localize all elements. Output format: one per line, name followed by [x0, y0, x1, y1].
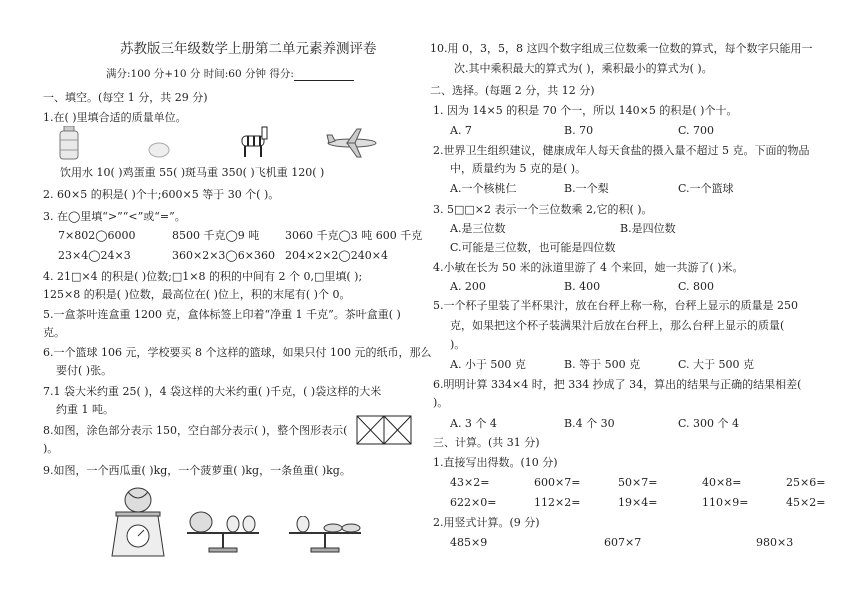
calc-item: 43×2= [450, 476, 490, 489]
calc-item: 19×4= [618, 496, 658, 509]
shaded-rectangle-figure [356, 415, 412, 445]
q7-text-b: 约重 1 吨。 [56, 403, 114, 416]
calc-item: 110×9= [702, 496, 749, 509]
q1-text: 1.在( )里填合适的质量单位。 [43, 111, 187, 124]
option-a[interactable]: A.一个核桃仁 [450, 182, 517, 195]
choice-4-options [450, 280, 714, 294]
q10-text-a: 10.用 0，3，5，8 这四个数字组成三位数乘一位数的算式，每个数字只能用一 [430, 42, 813, 55]
q8-text-a: 8.如图，涂色部分表示 150，空白部分表示( )，整个图形表示( [43, 424, 348, 437]
choice-5-text-b: 克，如果把这个杯子装满果汁后放在台秤上，那么台秤上显示的质量( [450, 319, 785, 332]
page-title: 苏教版三年级数学上册第二单元素养测评卷 [120, 41, 377, 57]
q3-cell: 7×802◯6000 [58, 229, 136, 242]
q9-text: 9.如图，一个西瓜重( )kg，一个菠萝重( )kg，一条鱼重( )kg。 [43, 464, 351, 477]
q10-text-b: 次.其中乘积最大的算式为( )，乘积最小的算式为( )。 [454, 62, 713, 75]
calc-item: 600×7= [534, 476, 581, 489]
scale-icon [108, 486, 168, 558]
vertical-calc-item: 980×3 [756, 536, 794, 549]
calc-item: 25×6= [786, 476, 826, 489]
option-a[interactable]: A. 小于 500 克 [450, 358, 526, 371]
calc-item: 112×2= [534, 496, 581, 509]
vertical-calc-item: 485×9 [450, 536, 488, 549]
score-meta-text: 满分:100 分+10 分 时间:60 分钟 得分: [106, 68, 294, 80]
option-a[interactable]: A.是三位数 [450, 222, 506, 235]
q3-row-2 [58, 249, 388, 263]
pineapple-icon [297, 516, 309, 532]
calc-row-2 [450, 496, 825, 510]
q3-cell: 8500 千克◯9 吨 [172, 229, 260, 242]
balance-icon [183, 508, 263, 554]
option-b[interactable]: B. 400 [564, 280, 601, 293]
option-c[interactable]: C. 大于 500 克 [678, 358, 755, 371]
vertical-calc-item: 607×7 [604, 536, 642, 549]
option-c[interactable]: C.一个篮球 [678, 182, 734, 195]
q3-cell: 360×2×3◯6×360 [172, 249, 275, 262]
choice-2-text-b: 中，质量约为 5 克的是( )。 [450, 162, 587, 175]
calc-item: 50×7= [618, 476, 658, 489]
option-a[interactable]: A. 200 [450, 280, 486, 293]
calc-item: 45×2= [786, 496, 826, 509]
pineapple-icon [227, 516, 239, 532]
choice-1-options [450, 124, 714, 138]
option-c[interactable]: C. 800 [678, 280, 715, 293]
calc-2-text: 2.用竖式计算。(9 分) [433, 516, 540, 529]
q3-text: 3. 在◯里填“>”“<”或“=”。 [43, 210, 186, 223]
watermelon-icon [125, 488, 151, 512]
q7-text-a: 7.1 袋大米约重 25( )，4 袋这样的大米约重( )千克，( )袋这样的大米 [43, 385, 382, 398]
q4-text-b: 125×8 的积是( )位数，最高位在( )位上，积的末尾有( )个 0。 [43, 288, 351, 301]
choice-5-text-a: 5.一个杯子里装了半杯果汁，放在台秤上称一称，台秤上显示的质量是 250 [433, 299, 798, 312]
fish-icon [324, 524, 342, 532]
option-a[interactable]: A. 7 [450, 124, 472, 137]
calc-item: 40×8= [702, 476, 742, 489]
q8-text-b: )。 [43, 442, 59, 455]
option-c[interactable]: C. 300 个 4 [678, 417, 740, 430]
q2-text: 2. 60×5 的积是( )个十;600×5 等于 30 个( )。 [43, 188, 280, 201]
section-2-heading: 二、选择。(每题 2 分，共 12 分) [430, 84, 595, 97]
q3-cell: 23×4◯24×3 [58, 249, 131, 262]
section-1-heading: 一、填空。(每空 1 分，共 29 分) [43, 91, 208, 104]
choice-2-options [450, 182, 734, 196]
option-b[interactable]: B.是四位数 [620, 222, 676, 235]
choice-5-text-c: )。 [450, 338, 466, 351]
choice-6-text-b: )。 [433, 396, 449, 409]
q5-text-a: 5.一盒茶叶连盒重 1200 克，盒体标签上印着“净重 1 千克”。茶叶盒重( ) [43, 308, 401, 321]
airplane-icon [325, 127, 379, 159]
q3-cell: 204×2×2◯240×4 [285, 249, 388, 262]
q3-cell: 3060 千克◯3 吨 600 千克 [285, 229, 423, 242]
zebra-icon [236, 124, 272, 160]
q3-row-1 [58, 229, 422, 243]
option-b[interactable]: B. 等于 500 克 [564, 358, 641, 371]
choice-3-text: 3. 5□□×2 表示一个三位数乘 2,它的积( )。 [433, 203, 653, 216]
q5-text-b: 克。 [43, 326, 65, 339]
option-c[interactable]: C.可能是三位数，也可能是四位数 [450, 241, 616, 254]
fish-icon [342, 524, 360, 532]
option-b[interactable]: B. 70 [564, 124, 594, 137]
pineapple-icon [243, 516, 255, 532]
q4-text-a: 4. 21□×4 的积是( )位数;□1×8 的积的中间有 2 个 0,□里填( ); [43, 270, 363, 283]
choice-3-options [450, 222, 676, 236]
vertical-calc-row [450, 536, 793, 550]
calc-1-text: 1.直接写出得数。(10 分) [433, 456, 558, 469]
score-meta [106, 67, 354, 81]
section-3-heading: 三、计算。(共 31 分) [433, 436, 540, 449]
watermelon-icon [190, 512, 212, 532]
choice-1-text: 1. 因为 14×5 的积是 70 个一，所以 140×5 的积是( )个十。 [433, 104, 738, 117]
option-c[interactable]: C. 700 [678, 124, 715, 137]
choice-5-options [450, 358, 754, 372]
option-b[interactable]: B.4 个 30 [564, 417, 615, 430]
q6-text-a: 6.一个篮球 106 元，学校要买 8 个这样的篮球，如果只付 100 元的纸币，那么 [43, 346, 432, 359]
calc-item: 622×0= [450, 496, 497, 509]
water-bottle-icon [58, 126, 80, 160]
choice-6-options [450, 417, 739, 431]
balance-icon [285, 516, 365, 554]
option-b[interactable]: B.一个梨 [564, 182, 609, 195]
choice-4-text: 4.小敏在长为 50 米的泳道里游了 4 个来回，她一共游了( )米。 [433, 261, 744, 274]
option-a[interactable]: A. 3 个 4 [450, 417, 497, 430]
q6-text-b: 要付( )张。 [56, 364, 113, 377]
choice-2-text-a: 2.世界卫生组织建议，健康成年人每天食盐的摄入量不超过 5 克。下面的物品 [433, 144, 810, 157]
egg-icon [148, 142, 170, 158]
q1-items: 饮用水 10( )鸡蛋重 55( )斑马重 350( )飞机重 120( ) [60, 166, 325, 179]
calc-row-1 [450, 476, 825, 490]
choice-6-text-a: 6.明明计算 334×4 时，把 334 抄成了 34，算出的结果与正确的结果相差( [433, 378, 802, 391]
score-blank[interactable] [294, 69, 354, 81]
